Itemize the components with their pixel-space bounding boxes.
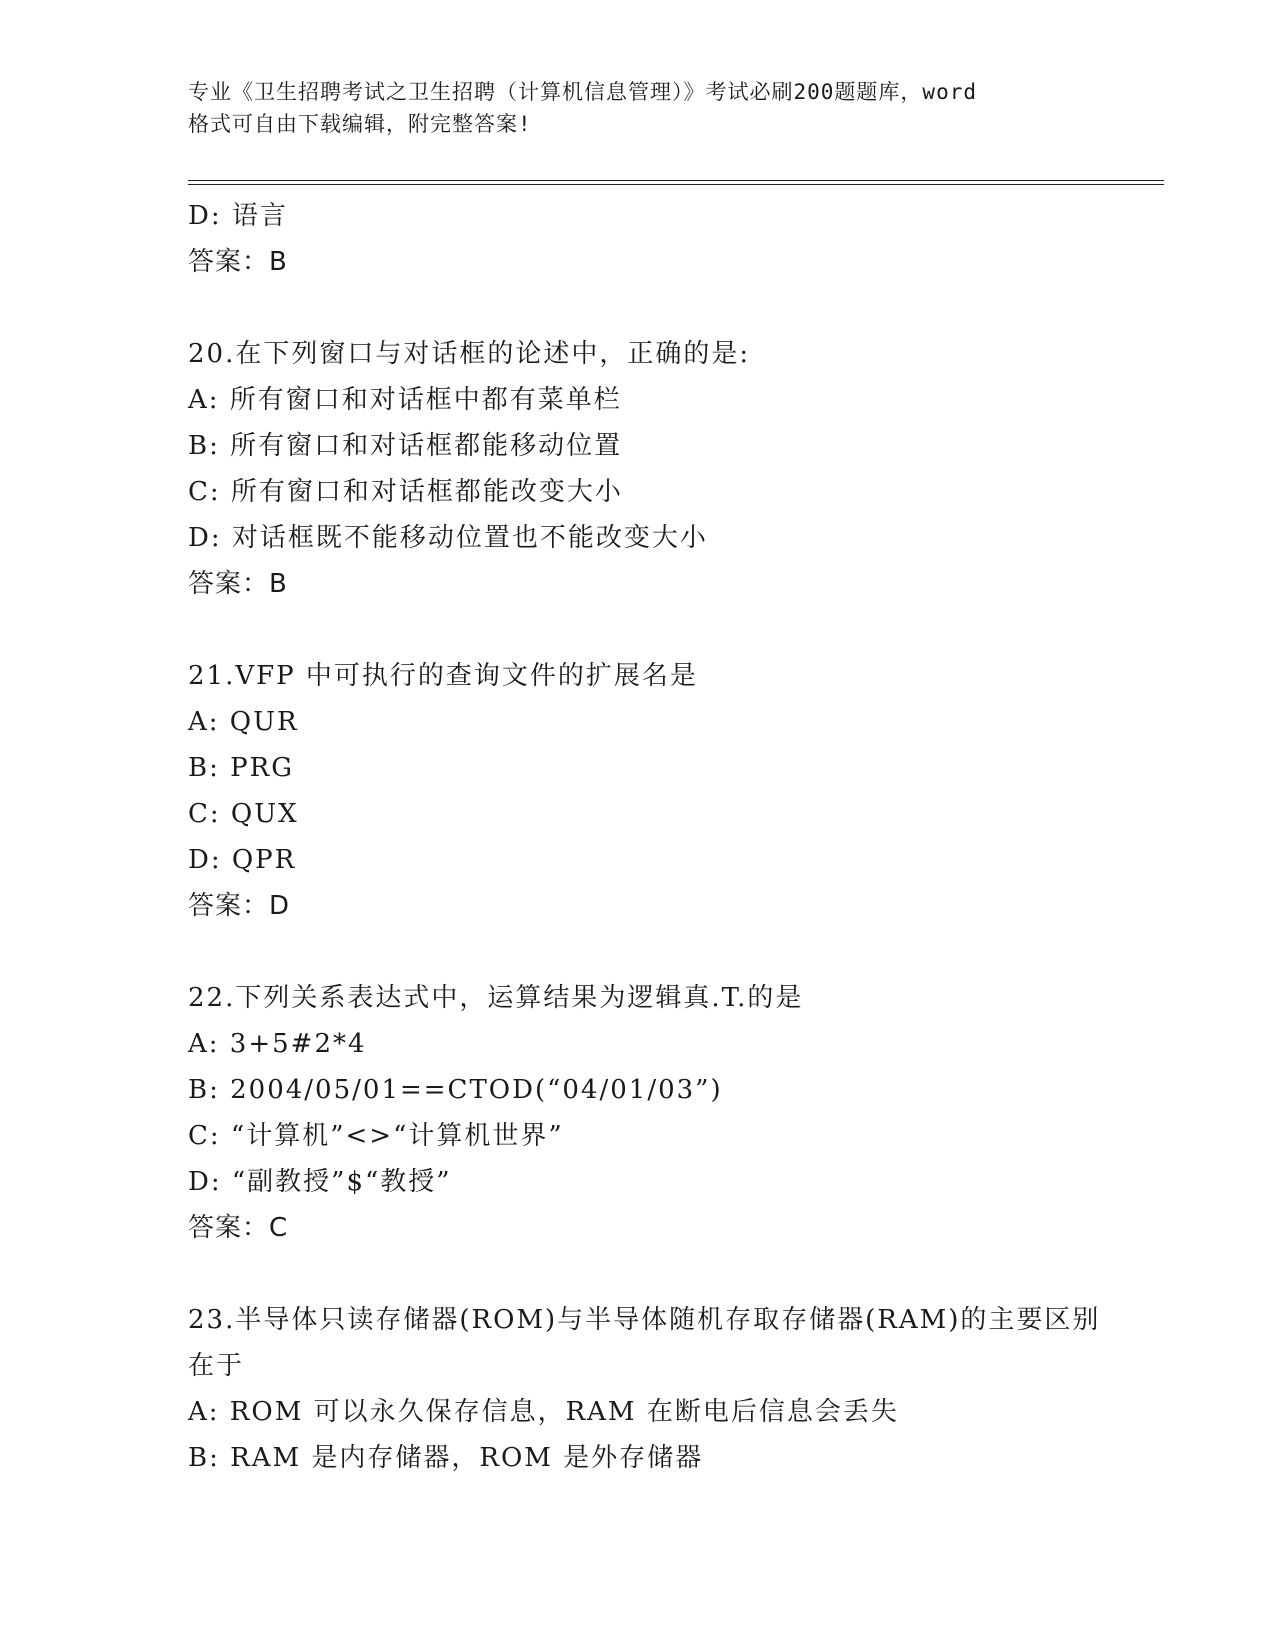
answer-line: 答案：C — [188, 1213, 289, 1243]
question-stem: 20.在下列窗口与对话框的论述中，正确的是: — [188, 339, 751, 369]
option-a: A: QUR — [188, 707, 299, 737]
option-c: C: 所有窗口和对话框都能改变大小 — [188, 477, 623, 507]
option-d: D: 语言 — [188, 201, 288, 231]
answer-line: 答案：D — [188, 891, 291, 921]
option-b: B: 2004/05/01==CTOD(“04/01/03”) — [188, 1075, 723, 1105]
answer-line: 答案：B — [188, 569, 288, 599]
answer-line: 答案：B — [188, 247, 288, 277]
option-c: C: QUX — [188, 799, 299, 829]
header-divider-top — [188, 180, 1164, 181]
spacer — [188, 1251, 1148, 1297]
question-20 — [188, 331, 1148, 607]
document-header — [188, 76, 1088, 140]
header-line-1: 专业《卫生招聘考试之卫生招聘（计算机信息管理）》考试必刷200题题库，word — [188, 80, 977, 104]
option-b: B: PRG — [188, 753, 294, 783]
question-22 — [188, 975, 1148, 1251]
question-stem: 21.VFP 中可执行的查询文件的扩展名是 — [188, 661, 698, 691]
option-a: A: ROM 可以永久保存信息，RAM 在断电后信息会丢失 — [188, 1397, 899, 1427]
question-21 — [188, 653, 1148, 929]
question-23 — [188, 1297, 1148, 1481]
question-list — [188, 193, 1148, 1481]
spacer — [188, 607, 1148, 653]
spacer — [188, 929, 1148, 975]
question-stem-line-1: 23.半导体只读存储器(ROM)与半导体随机存取存储器(RAM)的主要区别 — [188, 1305, 1101, 1335]
question-stem-line-2: 在于 — [188, 1351, 245, 1381]
option-d: D: “副教授”$“教授” — [188, 1167, 452, 1197]
question-fragment — [188, 193, 1148, 285]
question-stem: 22.下列关系表达式中，运算结果为逻辑真.T.的是 — [188, 983, 804, 1013]
option-b: B: RAM 是内存储器，ROM 是外存储器 — [188, 1443, 704, 1473]
header-divider-bottom — [188, 184, 1164, 185]
option-a: A: 所有窗口和对话框中都有菜单栏 — [188, 385, 622, 415]
option-d: D: QPR — [188, 845, 297, 875]
option-b: B: 所有窗口和对话框都能移动位置 — [188, 431, 623, 461]
header-line-2: 格式可自由下载编辑，附完整答案! — [188, 112, 532, 136]
option-c: C: “计算机”<>“计算机世界” — [188, 1121, 564, 1151]
option-d: D: 对话框既不能移动位置也不能改变大小 — [188, 523, 708, 553]
option-a: A: 3+5#2*4 — [188, 1029, 367, 1059]
spacer — [188, 285, 1148, 331]
